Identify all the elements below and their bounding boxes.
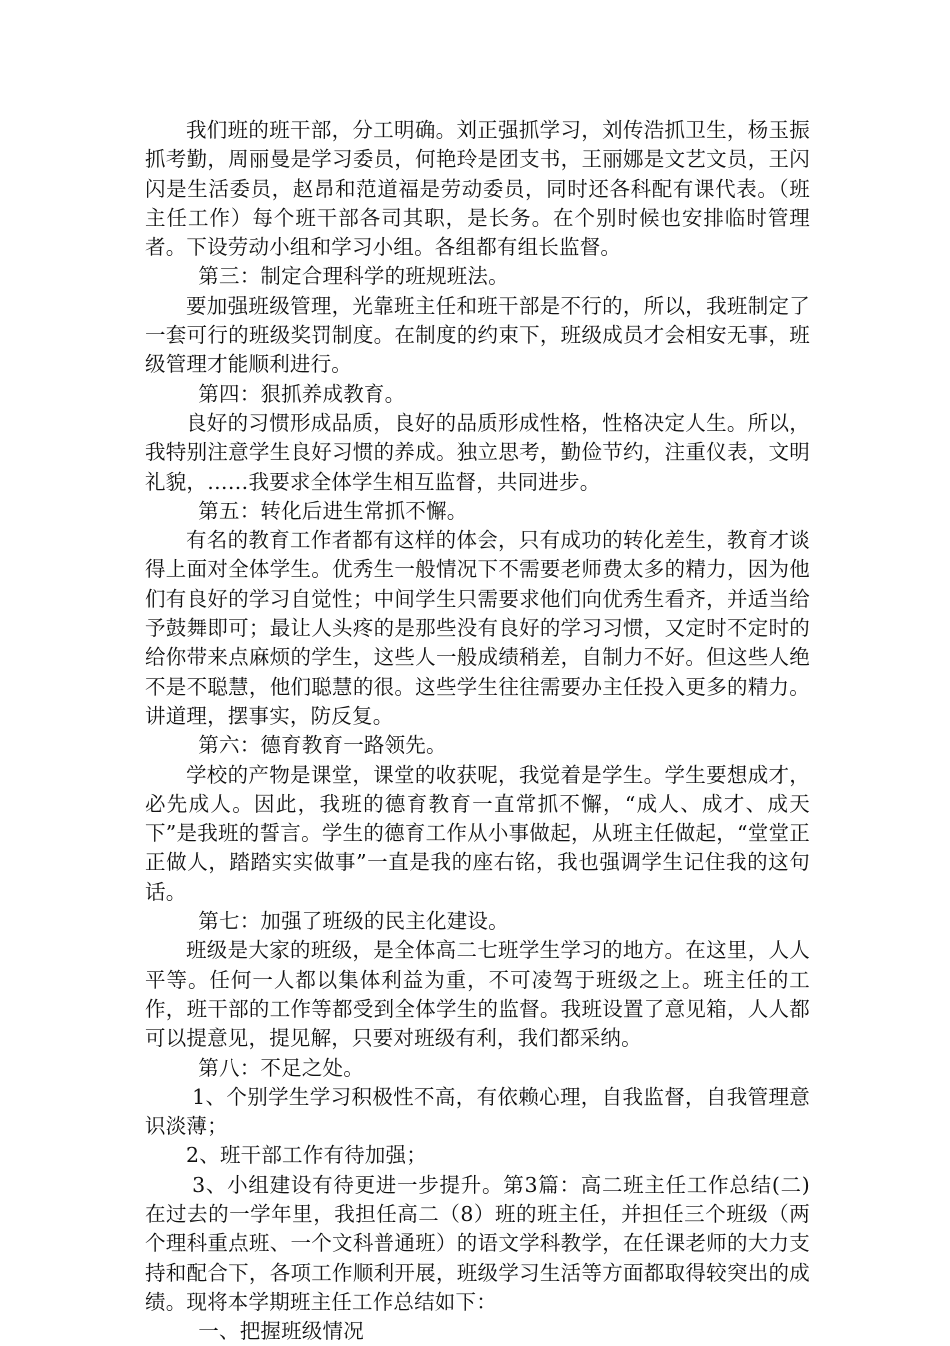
heading-fourth: 第四：狠抓养成教育。 [198, 381, 406, 406]
paragraph-habits: 良好的习惯形成品质，良好的品质形成性格，性格决定人生。所以，我特别注意学生良好习惯的养成。独立思考，勤俭节约，注重仪表，文明礼貌，……我要求全体学生相互监督，共同进步。 [145, 410, 810, 494]
paragraph-struggling-students: 有名的教育工作者都有这样的体会，只有成功的转化差生，教育才谈得上面对全体学生。优秀生一般情况下不需要老师费太多的精力，因为他们有良好的学习自觉性；中间学生只需要求他们向优秀生看齐，并适当给予鼓舞即可；最让人头疼的是那些没有良好的学习习惯，又定时不定时的给你带来点麻烦的学生，这些人一般成绩稍差，自制力不好。但这些人绝不是不聪慧，他们聪慧的很。这些学生往往需要办主任投入更多的精力。讲道理，摆事实，防反复。 [145, 528, 810, 728]
heading-grasp-class: 一、把握班级情况 [198, 1319, 364, 1344]
paragraph-cadres: 我们班的班干部，分工明确。刘正强抓学习，刘传浩抓卫生，杨玉振抓考勤，周丽曼是学习委员，何艳玲是团支书，王丽娜是文艺文员，王闪闪是生活委员，赵昂和范道福是劳动委员，同时还各科配有课代表。（班主任工作）每个班干部各司其职，是长务。在个别时候也安排临时管理者。下设劳动小组和学习小组。各组都有组长监督。 [145, 118, 810, 260]
paragraph-democracy: 班级是大家的班级，是全体高二七班学生学习的地方。在这里，人人平等。任何一人都以集体利益为重，不可凌驾于班级之上。班主任的工作，班干部的工作等都受到全体学生的监督。我班设置了意见箱，人人都可以提意见，提见解，只要对班级有利，我们都采纳。 [145, 938, 810, 1051]
heading-fifth: 第五：转化后进生常抓不懈。 [198, 498, 468, 523]
heading-sixth: 第六：德育教育一路领先。 [198, 733, 447, 758]
document-page [145, 116, 810, 1346]
list-item-1: 1、个别学生学习积极性不高，有依赖心理，自我监督，自我管理意识淡薄； [145, 1084, 810, 1139]
list-item-3: 3、小组建设有待更进一步提升。第3篇：高二班主任工作总结(二)在过去的一学年里，我担任高二（8）班的班主任，并担任三个班级（两个理科重点班、一个文科普通班）的语文学科教学，在任课老师的大力支持和配合下，各项工作顺利开展，班级学习生活等方面都取得较突出的成绩。现将本学期班主任工作总结如下： [145, 1172, 810, 1314]
heading-eighth: 第八：不足之处。 [198, 1055, 364, 1080]
paragraph-rules: 要加强班级管理，光靠班主任和班干部是不行的，所以，我班制定了一套可行的班级奖罚制度。在制度的约束下，班级成员才会相安无事，班级管理才能顺利进行。 [145, 293, 810, 377]
list-item-2: 2、班干部工作有待加强； [186, 1143, 427, 1168]
heading-seventh: 第七：加强了班级的民主化建设。 [198, 909, 509, 934]
paragraph-moral-education: 学校的产物是课堂，课堂的收获呢，我觉着是学生。学生要想成才，必先成人。因此，我班的德育教育一直常抓不懈，“成人、成才、成天下”是我班的誓言。学生的德育工作从小事做起，从班主任做起，“堂堂正正做人，踏踏实实做事”一直是我的座右铭，我也强调学生记住我的这句话。 [145, 762, 810, 904]
heading-third: 第三：制定合理科学的班规班法。 [198, 264, 509, 289]
